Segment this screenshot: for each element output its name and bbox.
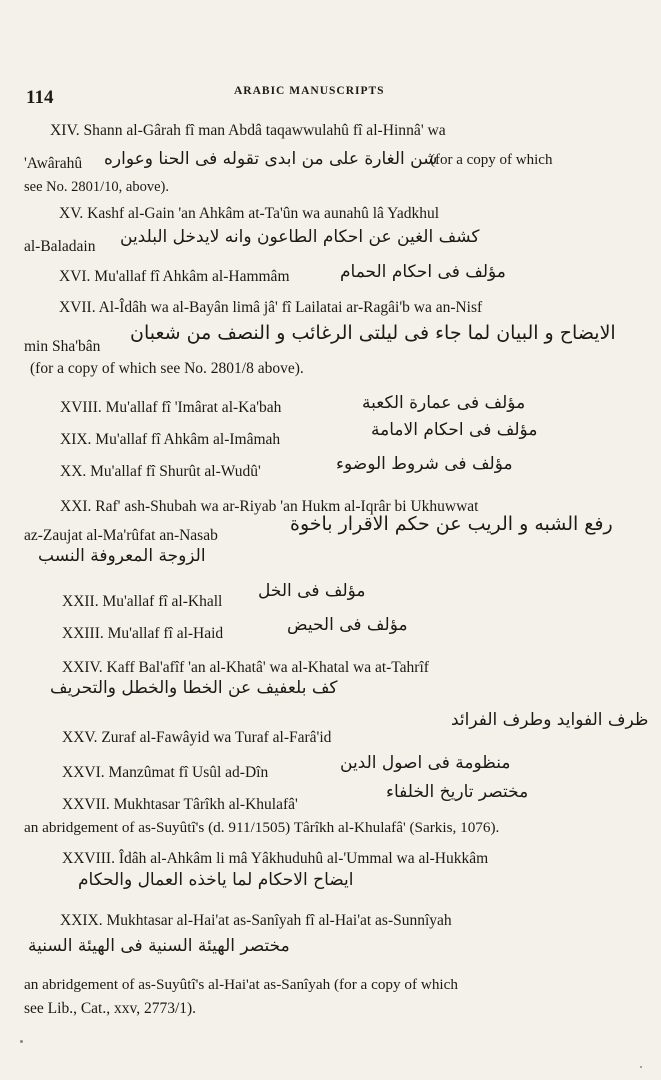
entry-xxii-line1: XXII. Mu'allaf fî al-Khall bbox=[62, 593, 223, 610]
entry-xxvii-line1: XXVII. Mukhtasar Târîkh al-Khulafâ' bbox=[62, 796, 298, 813]
entry-xxvi-line1: XXVI. Manzûmat fî Usûl ad-Dîn bbox=[62, 764, 269, 781]
entry-xv-line1: XV. Kashf al-Gain 'an Ahkâm at-Ta'ûn wa aunahû lâ Yadkhul bbox=[59, 205, 440, 222]
entry-xxvii-line2: an abridgement of as-Suyûtî's (d. 911/1505) Târîkh al-Khulafâ' (Sarkis, 1076). bbox=[24, 819, 500, 836]
entry-xv-line2-arabic: كشف الغين عن احكام الطاعون وانه لايدخل البلدين bbox=[120, 227, 480, 247]
paper-speck bbox=[640, 1066, 642, 1068]
entry-xiv-line2-latin: 'Awârahû bbox=[24, 155, 83, 172]
entry-xvi-line1: XVI. Mu'allaf fî Ahkâm al-Hammâm bbox=[59, 268, 290, 285]
entry-xix-arabic: مؤلف فى احكام الامامة bbox=[371, 420, 538, 440]
entry-xvi-arabic: مؤلف فى احكام الحمام bbox=[340, 262, 506, 282]
entry-xxiii-arabic: مؤلف فى الحيض bbox=[287, 615, 408, 635]
running-title: ARABIC MANUSCRIPTS bbox=[234, 85, 385, 97]
entry-xiv-line2-arabic: شن الغارة على من ابدى تقوله فى الحنا وعواره bbox=[104, 149, 438, 169]
entry-xvii-line2-arabic: الايضاح و البيان لما جاء فى ليلتى الرغائب و النصف من شعبان bbox=[130, 322, 616, 344]
entry-xviii-line1: XVIII. Mu'allaf fî 'Imârat al-Ka'bah bbox=[60, 399, 282, 416]
entry-xxviii-line1: XXVIII. Îdâh al-Ahkâm li mâ Yâkhuduhû al-'Ummal wa al-Hukkâm bbox=[62, 850, 489, 867]
entry-xiv-line1: XIV. Shann al-Gârah fî man Abdâ taqawwulahû fî al-Hinnâ' wa bbox=[50, 122, 446, 139]
page-number: 114 bbox=[26, 87, 54, 108]
entry-xxiv-line2-arabic: كف بلعفيف عن الخطا والخطل والتحريف bbox=[50, 678, 338, 698]
entry-xxi-line2-latin: az-Zaujat al-Ma'rûfat an-Nasab bbox=[24, 527, 218, 544]
entry-xxv-arabic: ظرف الفوايد وطرف الفرائد bbox=[451, 710, 649, 730]
entry-xxiv-line1: XXIV. Kaff Bal'afîf 'an al-Khatâ' wa al-Khatal wa at-Tahrîf bbox=[62, 659, 429, 676]
entry-xviii-arabic: مؤلف فى عمارة الكعبة bbox=[362, 393, 526, 413]
entry-xvii-line1: XVII. Al-Îdâh wa al-Bayân limâ jâ' fî Lailatai ar-Ragâi'b wa an-Nisf bbox=[59, 299, 483, 316]
entry-xxi-line3-arabic: الزوجة المعروفة النسب bbox=[38, 546, 206, 566]
entry-xvii-line3: (for a copy of which see No. 2801/8 above). bbox=[30, 360, 304, 377]
entry-xxiii-line1: XXIII. Mu'allaf fî al-Haid bbox=[62, 625, 224, 642]
entry-xiv-line3: see No. 2801/10, above). bbox=[24, 179, 169, 195]
entry-xxi-line2-arabic: رفع الشبه و الريب عن حكم الاقرار باخوة bbox=[290, 513, 613, 535]
entry-xxii-arabic: مؤلف فى الخل bbox=[258, 581, 366, 601]
paper-speck bbox=[20, 1040, 23, 1043]
entry-xvii-line2-latin: min Sha'bân bbox=[24, 338, 101, 355]
entry-xxix-line2-arabic: مختصر الهيئة السنية فى الهيئة السنية bbox=[28, 936, 290, 956]
entry-xxi-line1: XXI. Raf' ash-Shubah wa ar-Riyab 'an Hukm al-Iqrâr bi Ukhuwwat bbox=[60, 498, 479, 515]
entry-xiv-line2-note: (for a copy of which bbox=[430, 152, 553, 168]
entry-xxvii-arabic: مختصر تاريخ الخلفاء bbox=[386, 782, 529, 802]
entry-xxix-line3: an abridgement of as-Suyûtî's al-Hai'at as-Sanîyah (for a copy of which bbox=[24, 976, 458, 993]
entry-xxviii-line2-arabic: ايضاح الاحكام لما ياخذه العمال والحكام bbox=[78, 870, 354, 890]
entry-xxvi-arabic: منظومة فى اصول الدين bbox=[340, 753, 511, 773]
entry-xxix-line1: XXIX. Mukhtasar al-Hai'at as-Sanîyah fî al-Hai'at as-Sunnîyah bbox=[60, 912, 452, 929]
entry-xx-line1: XX. Mu'allaf fî Shurût al-Wudû' bbox=[60, 463, 261, 480]
entry-xxix-line4: see Lib., Cat., xxv, 2773/1). bbox=[24, 1000, 197, 1017]
entry-xv-line2-latin: al-Baladain bbox=[24, 238, 96, 255]
entry-xix-line1: XIX. Mu'allaf fî Ahkâm al-Imâmah bbox=[60, 431, 281, 448]
entry-xxv-line1: XXV. Zuraf al-Fawâyid wa Turaf al-Farâ'id bbox=[62, 729, 332, 746]
entry-xx-arabic: مؤلف فى شروط الوضوء bbox=[336, 454, 513, 474]
